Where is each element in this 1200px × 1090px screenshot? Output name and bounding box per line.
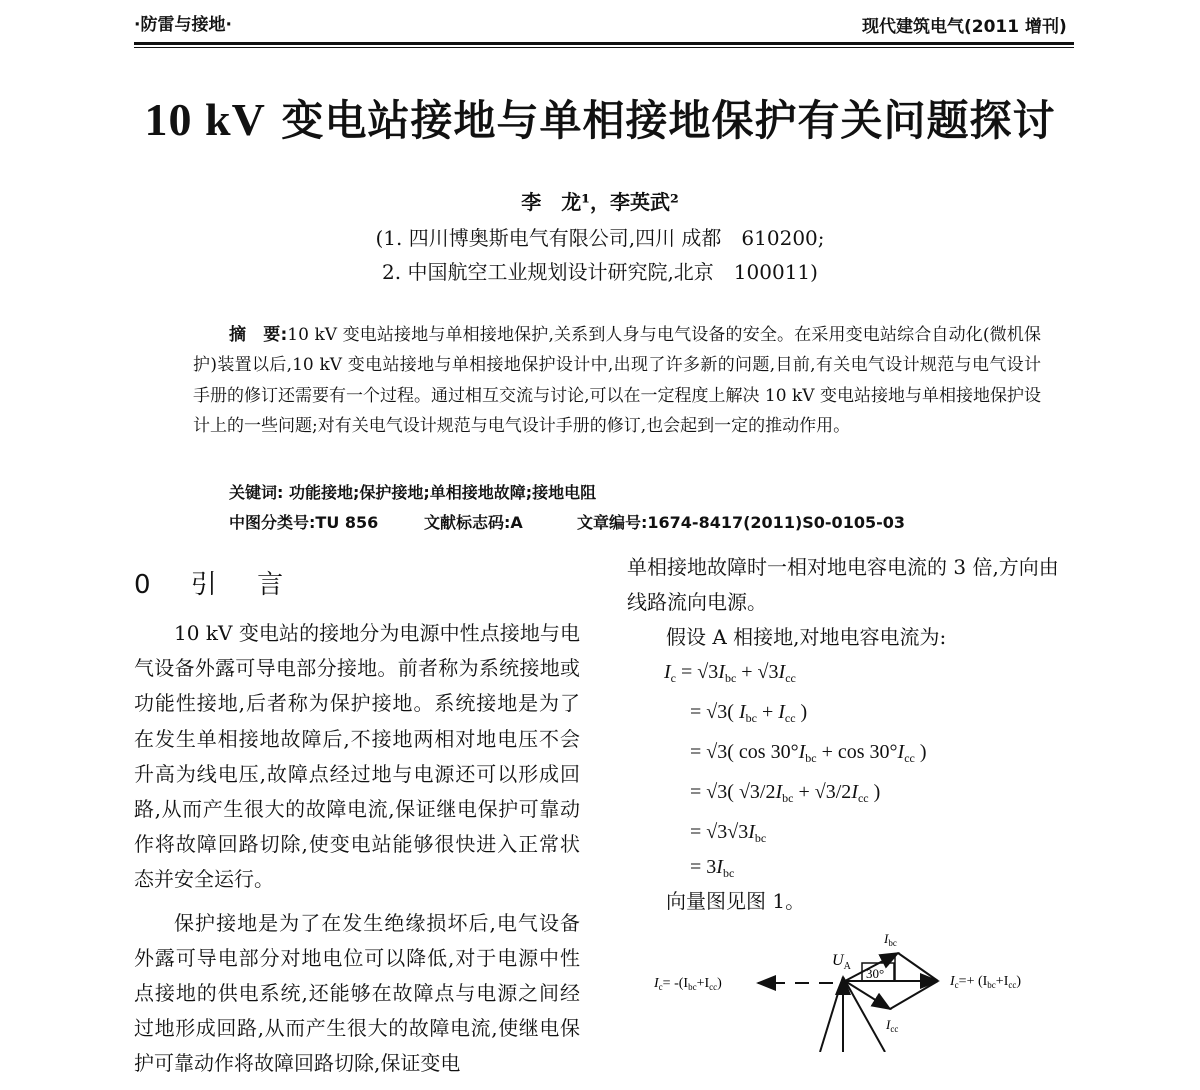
header-rule-thin — [134, 47, 1074, 48]
figure-reference: 向量图见图 1。 — [666, 889, 806, 913]
equation-line-1: $I_c = √3I_{bc} + √3I_{cc}$ — [664, 661, 796, 685]
document-code: 文献标志码:A — [424, 513, 523, 532]
eq-sub: c — [670, 671, 676, 685]
eq-ratio: √3/2 — [814, 781, 852, 803]
affiliation-1: (1. 四川博奥斯电气有限公司,四川 成都 610200; — [375, 226, 825, 250]
keywords: 关键词: 功能接地;保护接地;单相接地故障;接地电阻 — [229, 483, 597, 502]
eq-sub: bc — [724, 671, 737, 685]
eq-sub: bc — [722, 866, 735, 880]
fig-icc-label: $I_{cc}$ — [886, 1017, 899, 1034]
fig-line-down-left — [820, 977, 843, 1052]
eq-ratio: √3/2 — [738, 781, 776, 803]
fig-right-label: $I_c=+ (I_{bc}+I_{cc})$ — [950, 974, 1022, 990]
paper-title — [0, 88, 1200, 148]
assumption-text: 假设 A 相接地,对地电容电流为: — [666, 625, 947, 649]
eq-sqrt: √3 — [706, 701, 728, 723]
authors: 李 龙¹，李英武² — [521, 190, 679, 214]
clc-number: 中图分类号:TU 856 — [229, 513, 379, 532]
left-column-body — [134, 616, 580, 1090]
fig-line-down-right — [843, 977, 885, 1052]
eq-symbol: I — [778, 661, 786, 683]
title-prefix: 10 kV — [144, 94, 266, 145]
fig-guide-line — [898, 953, 938, 981]
eq-sub: bc — [782, 791, 794, 805]
right-column-continuation: 单相接地故障时一相对地电容电流的 3 倍,方向由线路流向电源。 — [627, 555, 1059, 614]
header-rule — [134, 42, 1074, 45]
fig-left-label: $I_c= -(I_{bc}+I_{cc})$ — [654, 976, 722, 992]
eq-symbol: I — [664, 661, 671, 683]
eq-symbol: I — [778, 701, 785, 723]
eq-symbol: I — [897, 741, 905, 763]
abstract-label: 摘 要: — [229, 325, 288, 345]
abstract — [193, 320, 1041, 442]
paragraph: 保护接地是为了在发生绝缘损坏后,电气设备外露可导电部分对地电位可以降低,对于电源中性点接地的供电系统,还能够在故障点与电源之间经过地形成回路,从而产生很大的故障电流,使继电保护可靠动作将故障回路切除,保证变电 — [134, 910, 580, 1076]
eq-sqrt: √3 — [706, 781, 728, 803]
phasor-diagram — [640, 925, 1080, 1052]
eq-symbol: I — [738, 701, 746, 723]
article-number: 文章编号:1674-8417(2011)S0-0105-03 — [577, 513, 905, 532]
eq-sqrt: √3 — [706, 741, 728, 763]
eq-sub: cc — [904, 751, 915, 765]
eq-symbol: I — [718, 661, 725, 683]
eq-symbol: I — [775, 781, 783, 803]
eq-angle: 30° — [770, 741, 799, 763]
eq-sqrt: √3 — [727, 821, 749, 843]
equation-line-5: = $√3√3I_{bc}$ — [690, 821, 767, 845]
eq-sub: bc — [805, 751, 817, 765]
fig-icc-phasor — [845, 981, 890, 1009]
eq-sqrt: √3 — [697, 661, 719, 683]
eq-symbol: I — [716, 856, 723, 878]
fig-ibc-label: $I_{bc}$ — [884, 931, 897, 948]
fig-ua-label: $U_A$ — [832, 952, 851, 972]
eq-symbol: I — [798, 741, 806, 763]
equation-line-3: = √3( $\cos 30^\circ I_{bc} + \cos 30^\circ I_{cc}$ ) — [690, 741, 927, 765]
running-header-journal: 现代建筑电气(2011 增刊) — [862, 17, 1067, 37]
affiliation-2: 2. 中国航空工业规划设计研究院,北京 100011) — [382, 260, 818, 284]
eq-symbol: I — [748, 821, 755, 843]
fig-angle-label: 30° — [866, 966, 885, 981]
eq-sqrt: √3 — [706, 821, 728, 843]
eq-sub: bc — [754, 831, 767, 845]
eq-angle: 30° — [869, 741, 898, 763]
equation-line-4: = √3( $√3/2I_{bc} + √3/2I_{cc}$ ) — [690, 781, 881, 805]
fig-guide-line — [890, 981, 938, 1009]
abstract-text: 10 kV 变电站接地与单相接地保护,关系到人身与电气设备的安全。在采用变电站综合自动化(微机保护)装置以后,10 kV 变电站接地与单相接地保护设计中,出现了许多新的问题,目前,有关电气设计规范与电气设计手册的修订还需要有一个过程。通过相互交流与讨论,可以在一定程度上解决 10 kV 变电站接地与单相接地保护设计上的一些问题;对有关电气设计规范与电气设计手册的修订,也会起到一定的推动作用。 — [193, 325, 1041, 437]
eq-sub: cc — [784, 711, 796, 725]
eq-three: 3 — [706, 856, 717, 878]
eq-sub: bc — [745, 711, 757, 725]
eq-sub: cc — [857, 791, 869, 805]
equation-line-2: = √3( $I_{bc} + I_{cc}$ ) — [690, 701, 808, 725]
paragraph: 10 kV 变电站的接地分为电源中性点接地与电气设备外露可导电部分接地。前者称为系统接地或功能性接地,后者称为保护接地。系统接地是为了在发生单相接地故障后,不接地两相对地电压不会升高为线电压,故障点经过地与电源还可以形成回路,从而产生很大的故障电流,保证继电保护可靠动作将故障回路切除,使变电站能够很快进入正常状态并安全运行。 — [134, 621, 580, 892]
running-header-column: ·防雷与接地· — [134, 15, 232, 35]
eq-sub: cc — [785, 671, 796, 685]
equation-line-6: = $3I_{bc}$ — [690, 856, 735, 880]
title-main: 变电站接地与单相接地保护有关问题探讨 — [265, 96, 1056, 145]
section-heading-introduction: 0 引 言 — [134, 570, 300, 600]
eq-symbol: I — [851, 781, 858, 803]
eq-sqrt: √3 — [757, 661, 779, 683]
